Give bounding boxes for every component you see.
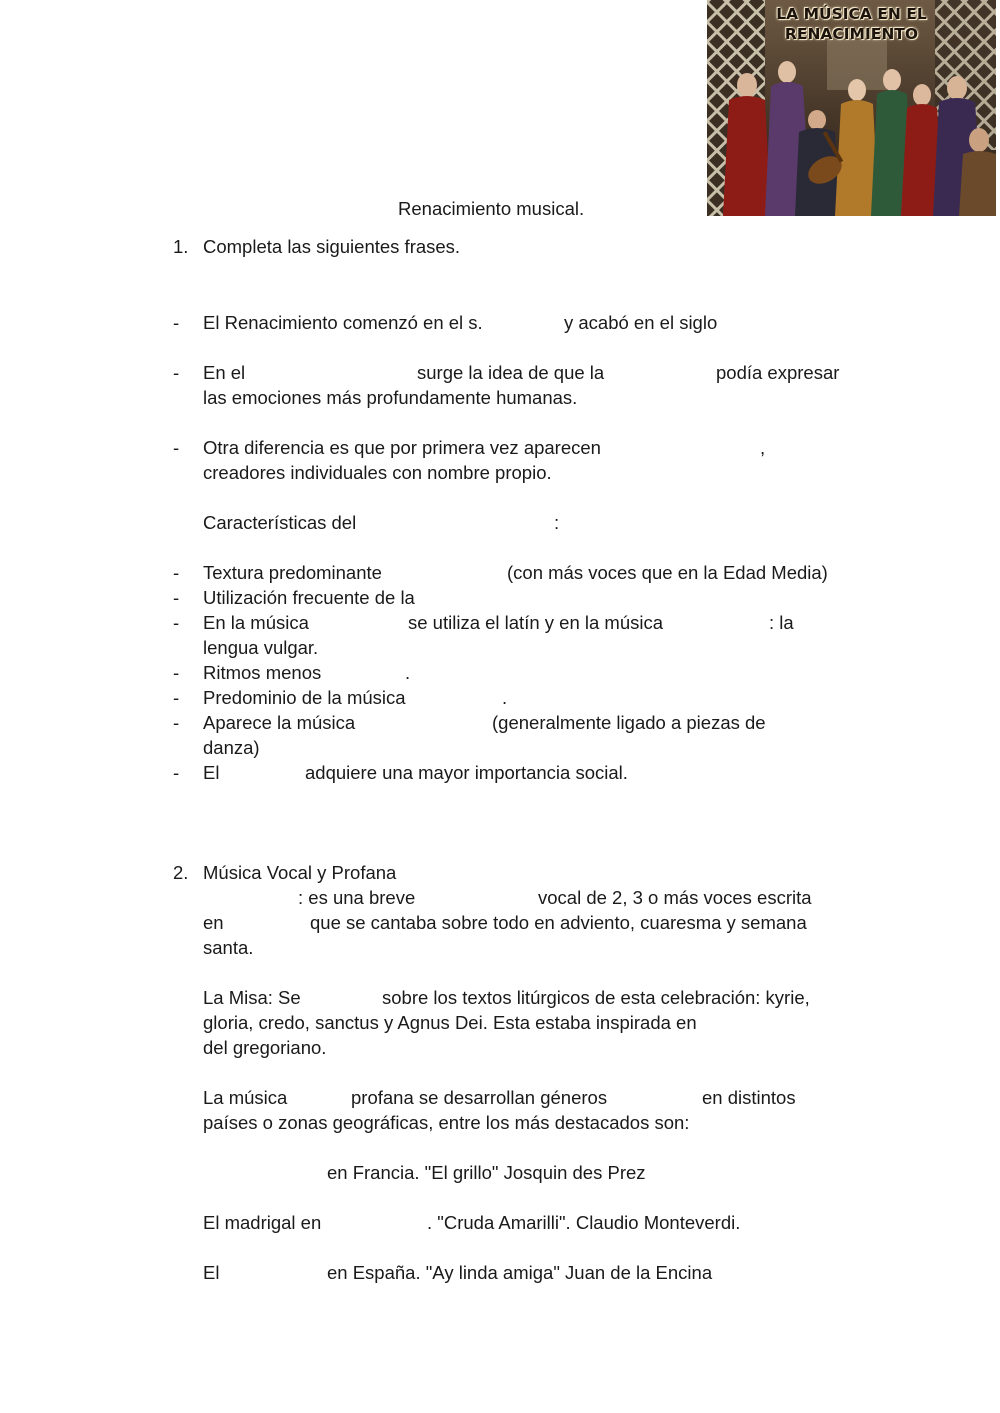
bullet-music-a: En la música: [203, 612, 309, 633]
s2-profana-b: profana se desarrollan géneros: [351, 1087, 608, 1108]
dash: -: [173, 362, 180, 383]
section2-heading: Música Vocal y Profana: [203, 862, 397, 883]
s2-misa-d: del gregoriano.: [203, 1037, 327, 1058]
characteristics-colon: :: [554, 512, 560, 533]
s2-profana-d: países o zonas geográficas, entre los más destacados son:: [203, 1112, 690, 1133]
dash: -: [173, 612, 180, 633]
bullet-el-rest: adquiere una mayor importancia social.: [305, 762, 628, 783]
dash: -: [173, 662, 180, 683]
dash: -: [173, 312, 180, 333]
s1-line-3c: creadores individuales con nombre propio.: [203, 462, 552, 483]
bullet-texture: Textura predominante: [203, 562, 382, 583]
s2-misa-b: sobre los textos litúrgicos de esta celebración: kyrie,: [382, 987, 810, 1008]
s1-line-3b: ,: [760, 437, 766, 458]
s2-francia: en Francia. "El grillo" Josquin des Prez: [327, 1162, 646, 1183]
s2-line-1a: : es una breve: [298, 887, 416, 908]
s2-profana-c: en distintos: [702, 1087, 796, 1108]
cover-image: [707, 0, 996, 216]
s2-espana-a: El: [203, 1262, 220, 1283]
dash: -: [173, 437, 180, 458]
s2-profana-a: La música: [203, 1087, 288, 1108]
dash: -: [173, 687, 180, 708]
s1-line-1b: y acabó en el siglo: [564, 312, 718, 333]
bullet-el: El: [203, 762, 220, 783]
bullet-rhythms: Ritmos menos: [203, 662, 322, 683]
bullet-appears-note-2: danza): [203, 737, 260, 758]
s1-line-2d: las emociones más profundamente humanas.: [203, 387, 578, 408]
section1-number: 1.: [173, 236, 189, 257]
s1-line-3a: Otra diferencia es que por primera vez aparecen: [203, 437, 601, 458]
s2-misa-c: gloria, credo, sanctus y Agnus Dei. Esta estaba inspirada en: [203, 1012, 697, 1033]
dash: -: [173, 587, 180, 608]
cover-title: [707, 4, 996, 44]
characteristics-label: Características del: [203, 512, 357, 533]
bullet-utilization: Utilización frecuente de la: [203, 587, 415, 608]
bullet-music-b: se utiliza el latín y en la música: [408, 612, 664, 633]
dash: -: [173, 562, 180, 583]
section2-number: 2.: [173, 862, 189, 883]
s1-line-1a: El Renacimiento comenzó en el s.: [203, 312, 483, 333]
page-title: Renacimiento musical.: [398, 198, 585, 219]
bullet-appears-note: (generalmente ligado a piezas de: [492, 712, 766, 733]
bullet-music-d: lengua vulgar.: [203, 637, 319, 658]
s1-line-2b: surge la idea de que la: [417, 362, 605, 383]
s2-misa-a: La Misa: Se: [203, 987, 301, 1008]
s2-line-3: santa.: [203, 937, 254, 958]
bullet-predominance: Predominio de la música: [203, 687, 406, 708]
s2-line-1b: vocal de 2, 3 o más voces escrita: [538, 887, 812, 908]
bullet-rhythms-dot: .: [405, 662, 411, 683]
s2-line-2b: que se cantaba sobre todo en adviento, cuaresma y semana: [310, 912, 807, 933]
s1-line-2c: podía expresar: [716, 362, 840, 383]
bullet-appears: Aparece la música: [203, 712, 356, 733]
s2-madrigal-b: . "Cruda Amarilli". Claudio Monteverdi.: [427, 1212, 741, 1233]
dash: -: [173, 712, 180, 733]
s2-espana-b: en España. "Ay linda amiga" Juan de la Encina: [327, 1262, 713, 1283]
s2-madrigal-a: El madrigal en: [203, 1212, 322, 1233]
cover-title-line-2: RENACIMIENTO: [784, 25, 919, 43]
bullet-predominance-dot: .: [502, 687, 508, 708]
bullet-music-c: : la: [769, 612, 794, 633]
dash: -: [173, 762, 180, 783]
section1-heading: Completa las siguientes frases.: [203, 236, 461, 257]
s1-line-2a: En el: [203, 362, 246, 383]
bullet-texture-note: (con más voces que en la Edad Media): [507, 562, 828, 583]
cover-title-line-1: LA MÚSICA EN EL: [776, 5, 927, 23]
s2-line-2a: en: [203, 912, 224, 933]
